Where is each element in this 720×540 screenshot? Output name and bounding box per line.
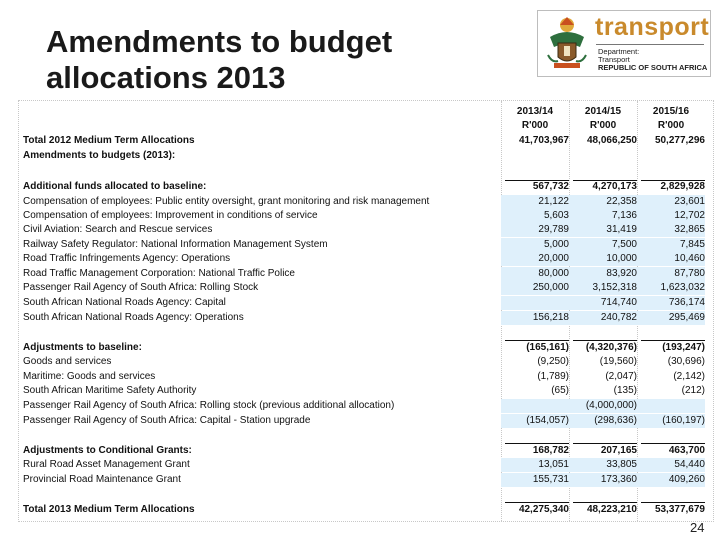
page-number: 24 (690, 520, 705, 535)
table-row (19, 267, 713, 281)
amendments-heading-row (19, 149, 713, 163)
table-row (19, 195, 713, 209)
cell-value: (4,000,000) (569, 399, 637, 413)
cell-value: 21,122 (501, 195, 569, 209)
cell-value: 41,703,967 (518, 135, 569, 146)
table-row (19, 238, 713, 252)
cell-value: 250,000 (501, 281, 569, 295)
row-label: Provincial Road Maintenance Grant (23, 474, 181, 485)
row-label: Maritime: Goods and services (23, 371, 156, 382)
adjust-baseline-row (19, 341, 713, 355)
cell-value: 155,731 (501, 473, 569, 487)
cell-value: 48,066,250 (586, 135, 637, 146)
row-label: South African Maritime Safety Authority (23, 385, 197, 396)
header-year: 2015/16 (652, 106, 690, 117)
table-row (19, 384, 713, 398)
total-2012-row (19, 134, 713, 148)
row-label: Passenger Rail Agency of South Africa: Rolling Stock (23, 282, 259, 293)
cell-value: (2,142) (673, 371, 705, 382)
cell-value: (4,320,376) (585, 342, 637, 353)
cell-value: 5,603 (501, 209, 569, 223)
cell-value: 168,782 (532, 445, 569, 456)
cell-value: 50,277,296 (654, 135, 705, 146)
cell-value: 240,782 (569, 311, 637, 325)
row-label: Goods and services (23, 356, 112, 367)
header-year: 2013/14 (516, 106, 554, 117)
table-row (19, 209, 713, 223)
row-label: Total 2013 Medium Term Allocations (23, 504, 195, 515)
row-label: Passenger Rail Agency of South Africa: Rolling stock (previous additional allocation) (23, 400, 395, 411)
row-label: Compensation of employees: Improvement in conditions of service (23, 210, 318, 221)
row-label: Additional funds allocated to baseline: (23, 181, 207, 192)
table-row (19, 281, 713, 295)
cell-value: 48,223,210 (586, 504, 637, 515)
header-unit: R'000 (657, 120, 685, 131)
cell-value: 23,601 (637, 195, 705, 209)
cell-value: 4,270,173 (592, 181, 637, 192)
total-2013-row (19, 503, 713, 517)
cell-value: 33,805 (569, 458, 637, 472)
cell-value: (19,560) (599, 356, 637, 367)
row-label: Road Traffic Management Corporation: National Traffic Police (23, 268, 295, 279)
cell-value: 54,440 (637, 458, 705, 472)
cell-value: (212) (681, 385, 705, 396)
table-row (19, 311, 713, 325)
cell-value: (160,197) (637, 414, 705, 428)
row-label: Road Traffic Infringements Agency: Operations (23, 253, 231, 264)
cell-value: 7,500 (569, 238, 637, 252)
cell-value: (165,161) (526, 342, 569, 353)
logo-line-department: Department: (598, 47, 640, 56)
logo-divider (596, 44, 704, 45)
title-line-1: Amendments to budget (46, 24, 393, 59)
logo-wordmark: transport (595, 13, 710, 41)
cell-value: 7,845 (637, 238, 705, 252)
row-label: Passenger Rail Agency of South Africa: Capital - Station upgrade (23, 415, 311, 426)
table-row (19, 473, 713, 487)
cell-value: 20,000 (501, 252, 569, 266)
cell-value: 207,165 (600, 445, 637, 456)
budget-table (18, 100, 714, 522)
cell-value: 31,419 (569, 223, 637, 237)
cell-value (501, 399, 569, 413)
title-line-2: allocations 2013 (46, 60, 286, 95)
cell-value: 32,865 (637, 223, 705, 237)
row-label: Adjustments to baseline: (23, 342, 142, 353)
header-row-years (19, 105, 713, 119)
cell-value: (154,057) (501, 414, 569, 428)
cell-value: (65) (551, 385, 569, 396)
cell-value: 1,623,032 (637, 281, 705, 295)
cell-value: 409,260 (637, 473, 705, 487)
table-row (19, 296, 713, 310)
cell-value: 22,358 (569, 195, 637, 209)
row-label: South African National Roads Agency: Operations (23, 312, 244, 323)
cell-value: (2,047) (605, 371, 637, 382)
cell-value (637, 399, 705, 413)
cell-value: (1,789) (537, 371, 569, 382)
transport-logo (537, 10, 711, 77)
cell-value: (193,247) (662, 342, 705, 353)
cell-value: 714,740 (569, 296, 637, 310)
header-year: 2014/15 (584, 106, 622, 117)
cell-value: 463,700 (668, 445, 705, 456)
cell-value: 80,000 (501, 267, 569, 281)
row-label: South African National Roads Agency: Capital (23, 297, 226, 308)
cell-value: 10,000 (569, 252, 637, 266)
row-label: Adjustments to Conditional Grants: (23, 445, 192, 456)
cell-value: 156,218 (501, 311, 569, 325)
row-label: Civil Aviation: Search and Rescue services (23, 224, 213, 235)
table-row (19, 355, 713, 369)
coat-of-arms-icon (542, 15, 592, 71)
table-row (19, 458, 713, 472)
logo-line-transport: Transport (598, 55, 630, 64)
cell-value: 12,702 (637, 209, 705, 223)
cell-value: 295,469 (637, 311, 705, 325)
adjust-grants-row (19, 444, 713, 458)
additional-funds-row (19, 180, 713, 194)
cell-value: 7,136 (569, 209, 637, 223)
slide-title (46, 24, 392, 96)
cell-value: (30,696) (667, 356, 705, 367)
cell-value: 53,377,679 (654, 504, 705, 515)
table-row (19, 370, 713, 384)
header-unit: R'000 (521, 120, 549, 131)
cell-value: 736,174 (637, 296, 705, 310)
cell-value: 173,360 (569, 473, 637, 487)
row-label: Amendments to budgets (2013): (23, 150, 176, 161)
row-label: Railway Safety Regulator: National Information Management System (23, 239, 328, 250)
table-row (19, 252, 713, 266)
cell-value: 3,152,318 (569, 281, 637, 295)
cell-value: 29,789 (501, 223, 569, 237)
cell-value: (135) (613, 385, 637, 396)
header-row-units (19, 119, 713, 133)
cell-value: 42,275,340 (518, 504, 569, 515)
logo-line-republic: REPUBLIC OF SOUTH AFRICA (598, 63, 708, 72)
row-label: Total 2012 Medium Term Allocations (23, 135, 195, 146)
cell-value: 87,780 (637, 267, 705, 281)
table-row (19, 399, 713, 413)
cell-value: 567,732 (532, 181, 569, 192)
cell-value: (9,250) (537, 356, 569, 367)
cell-value: 10,460 (637, 252, 705, 266)
table-row (19, 414, 713, 428)
cell-value: 2,829,928 (660, 181, 705, 192)
row-label: Rural Road Asset Management Grant (23, 459, 190, 470)
cell-value: 5,000 (501, 238, 569, 252)
cell-value (501, 296, 569, 310)
table-row (19, 223, 713, 237)
row-label: Compensation of employees: Public entity oversight, grant monitoring and risk management (23, 196, 430, 207)
cell-value: 13,051 (501, 458, 569, 472)
cell-value: 83,920 (569, 267, 637, 281)
header-unit: R'000 (589, 120, 617, 131)
cell-value: (298,636) (569, 414, 637, 428)
